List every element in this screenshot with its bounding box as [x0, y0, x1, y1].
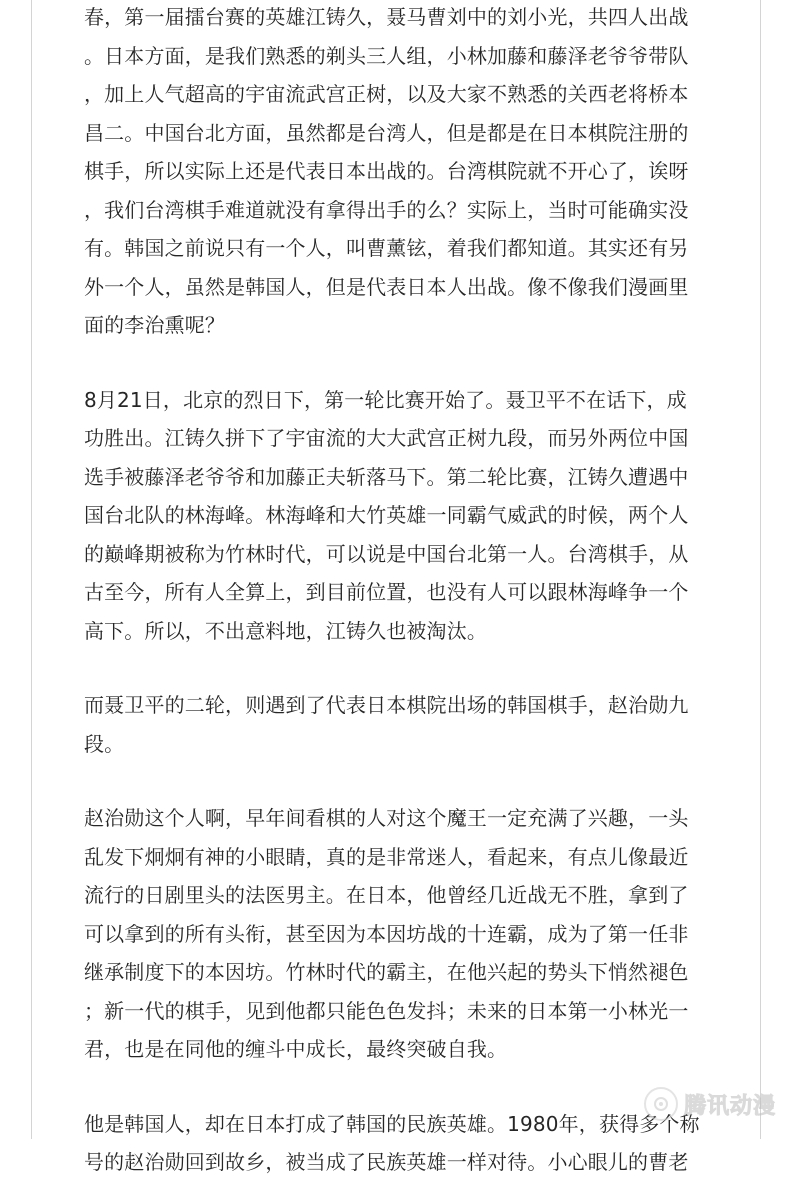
- paragraph-3: [84, 686, 734, 763]
- text-line: 昌二。中国台北方面，虽然都是台湾人，但是都是在日本棋院注册的: [84, 120, 689, 145]
- paragraph-4: [84, 799, 734, 1069]
- text-line: 的巅峰期被称为竹林时代，可以说是中国台北第一人。台湾棋手，从: [84, 541, 689, 566]
- text-line: 。日本方面，是我们熟悉的剃头三人组，小林加藤和藤泽老爷爷带队: [84, 43, 689, 68]
- text-line: 外一个人，虽然是韩国人，但是代表日本人出战。像不像我们漫画里: [84, 274, 689, 299]
- paragraph-5: [84, 1105, 734, 1182]
- paragraph-1: [84, 0, 734, 345]
- text-line: 高下。所以，不出意料地，江铸久也被淘汰。: [84, 618, 487, 643]
- right-frame-line: [760, 0, 761, 1139]
- text-line: ，加上人气超高的宇宙流武宫正树，以及大家不熟悉的关西老将桥本: [84, 82, 689, 106]
- text-line: 棋手，所以实际上还是代表日本出战的。台湾棋院就不开心了，诶呀: [84, 159, 689, 183]
- text-line: 8月21日，北京的烈日下，第一轮比赛开始了。聂卫平不在话下，成: [84, 387, 687, 412]
- text-line: 乱发下炯炯有神的小眼睛，真的是非常迷人，看起来，有点儿像最近: [84, 844, 689, 869]
- text-line: 君，也是在同他的缠斗中成长，最终突破自我。: [84, 1037, 508, 1061]
- watermark: [644, 1087, 776, 1121]
- text-line: 他是韩国人，却在日本打成了韩国的民族英雄。1980年，获得多个称: [84, 1111, 700, 1136]
- text-line: ，我们台湾棋手难道就没有拿得出手的么？实际上，当时可能确实没: [84, 197, 689, 222]
- text-line: 赵治勋这个人啊，早年间看棋的人对这个魔王一定充满了兴趣，一头: [84, 806, 689, 830]
- paragraph-gap: [84, 763, 734, 799]
- text-line: 古至今，所有人全算上，到目前位置，也没有人可以跟林海峰争一个: [84, 580, 689, 604]
- text-line: 流行的日剧里头的法医男主。在日本，他曾经几近战无不胜，拿到了: [84, 883, 689, 907]
- text-line: 继承制度下的本因坊。竹林时代的霸主，在他兴起的势头下悄然褪色: [84, 960, 689, 984]
- logo-mark-icon: [652, 1095, 670, 1113]
- text-line: 选手被藤泽老爷爷和加藤正夫斩落马下。第二轮比赛，江铸久遭遇中: [84, 464, 689, 489]
- tencent-comics-logo-icon: [644, 1087, 678, 1121]
- watermark-text: 腾讯动漫: [683, 1093, 776, 1119]
- text-line: ；新一代的棋手，见到他都只能色色发抖；未来的日本第一小林光一: [84, 998, 689, 1023]
- text-line: 面的李治熏呢？: [84, 313, 226, 337]
- paragraph-gap: [84, 345, 734, 381]
- text-line: 段。: [84, 731, 125, 756]
- left-frame-line: [31, 0, 32, 1139]
- paragraph-gap: [84, 650, 734, 686]
- text-line: 而聂卫平的二轮，则遇到了代表日本棋院出场的韩国棋手，赵治勋九: [84, 693, 689, 717]
- paragraph-2: [84, 381, 734, 651]
- text-line: 有。韩国之前说只有一个人，叫曹薰铉，着我们都知道。其实还有另: [84, 236, 689, 260]
- paragraph-gap: [84, 1069, 734, 1105]
- article-body: [84, 0, 734, 1182]
- text-line: 号的赵治勋回到故乡，被当成了民族英雄一样对待。小心眼儿的曹老: [84, 1150, 689, 1174]
- text-line: 春，第一届擂台赛的英雄江铸久，聂马曹刘中的刘小光，共四人出战: [84, 5, 689, 29]
- text-line: 国台北队的林海峰。林海峰和大竹英雄一同霸气威武的时候，两个人: [84, 503, 689, 527]
- text-line: 可以拿到的所有头衔，甚至因为本因坊战的十连霸，成为了第一任非: [84, 921, 689, 946]
- text-line: 功胜出。江铸久拼下了宇宙流的大大武宫正树九段，而另外两位中国: [84, 426, 689, 450]
